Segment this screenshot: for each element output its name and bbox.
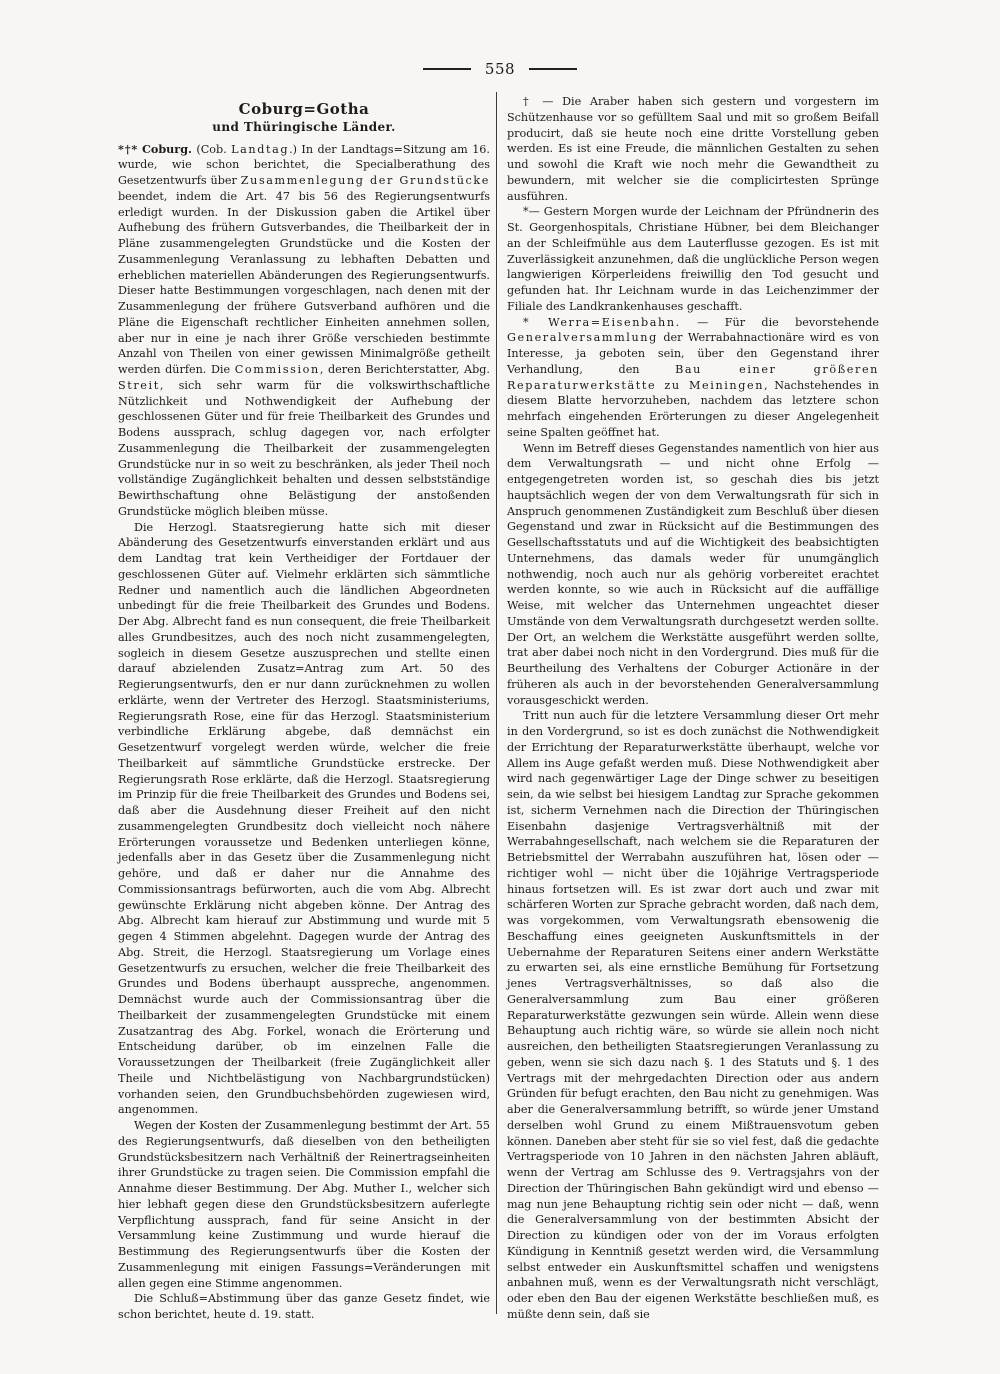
text-run: Streit bbox=[118, 378, 160, 392]
text-run: Landtag bbox=[231, 142, 290, 156]
page-number: 558 bbox=[484, 60, 516, 78]
text-run: * Werra=Eisenbahn. bbox=[523, 315, 681, 329]
text-run: , Nachstehendes in diesem Blatte hervorzuheben, nachdem das letztere schon mehrfach eingehenden Erörterungen zu dieser Angelegenheit seine Spalten geöffnet hat. bbox=[507, 378, 879, 439]
column-divider bbox=[496, 92, 497, 1314]
article-leichnam: *— Gestern Morgen wurde der Leichnam der Pfründnerin des St. Georgenhospitals, Christiane Hübner, bei dem Bleichanger an der Schleifmühle aus dem Lauterflusse gezogen. Es ist mit Zuverlässigkeit anzunehmen, daß die unglückliche Person wegen langwierigen Körperleidens freiwillig den Tod gesucht und gefunden hat. Ihr Leichnam wurde in das Leichenzimmer der Filiale des Landkrankenhauses geschafft. bbox=[507, 205, 879, 313]
text-run: , deren Berichterstatter, Abg. bbox=[319, 363, 490, 376]
text-run: Commission bbox=[234, 363, 320, 376]
section-subtitle: und Thüringische Länder. bbox=[212, 119, 396, 134]
text-run: .) In der Landtags=Sitzung am 16. wurde, wie schon berichtet, die Specialberathung des Gesetzentwurfs über bbox=[118, 142, 490, 187]
text-run: (Cob. bbox=[191, 142, 232, 156]
text-run: Zusammenlegung der Grundstücke bbox=[240, 174, 491, 187]
text-run: *†* Coburg. bbox=[118, 141, 192, 156]
text-run: beendet, indem die Art. 47 bis 56 des Regierungsentwurfs erledigt wurden. In der Diskussion gaben die Artikel über Aufhebung des frühern Gutsverbandes, die Theilbarkeit der in Pläne zusammengelegten Grundstücke und die Kosten der Zusammenlegung Veranlassung zu lebhaften Debatten und erheblichen materiellen Abänderungen des Regierungsentwurfs. Dieser hatte Bestimmungen vorgeschlagen, nach denen mit der Zusammenlegung der frühere Gutsverband aufhören und die Pläne die Eigenschaft rechtlicher Einheiten annehmen sollen, aber nur in eine je nach ihrer Größe verschieden bestimmte Anzahl von Theilen von einer gewissen Minimalgröße getheilt werden dürfen. Die bbox=[118, 189, 490, 376]
text-run: Generalversammlung bbox=[507, 331, 658, 345]
article-araber: † — Die Araber haben sich gestern und vorgestern im Schützenhause vor so gefülltem Saal und mit so großem Beifall producirt, daß sie heute noch eine dritte Vorstellung geben werden. Es ist eine Freude, die männlichen Gestalten zu sehen und sowohl die Kraft wie noch mehr die Gewandtheit zu bewundern, mit welcher sie die complicirtesten Sprünge ausführen. bbox=[507, 95, 879, 203]
paragraph: Tritt nun auch für die letztere Versammlung dieser Ort mehr in den Vordergrund, so ist es doch zunächst die Nothwendigkeit der Errichtung der Reparaturwerkstätte überhaupt, welche vor Allem ins Auge gefaßt werden muß. Diese Nothwendigkeit aber wird nach gegenwärtiger Lage der Dinge schwer zu beseitigen sein, da wie selbst bei hiesigem Landtag zur Sprache gekommen ist, sicherm Vernehmen nach die Direction der Thüringischen Eisenbahn dasjenige Vertragsverhältniß mit der Werrabahngesellschaft, nach welchem sie die Reparaturen der Betriebsmittel der Werrabahn auszuführen hat, lösen oder — richtiger wohl — nicht über die 10jährige Vertragsperiode hinaus fortsetzen will. Es ist zwar dort auch und zwar mit schärferen Worten zur Sprache gebracht worden, daß nach dem, was vorgekommen, vom Verwaltungsrath ebensowenig die Beschaffung eines geeigneten Auskunftsmittels in der Uebernahme der Reparaturen Seitens einer andern Werkstätte zu erwarten sei, als eine ernstliche Bemühung für Fortsetzung jenes Vertragsverhältnisses, so daß also die Generalversammlung zum Bau einer größeren Reparaturwerkstätte gezwungen sein würde. Allein wenn diese Behauptung auch richtig wäre, so würde sie allein noch nicht ausreichen, den betheiligten Staatsregierungen Veranlassung zu geben, wenn sie sich dazu nach §. 1 des Statuts und §. 1 des Vertrags mit der mehrgedachten Direction oder aus andern Gründen für befugt erachten, den Bau nicht zu genehmigen. Was aber die Generalversammlung betrifft, so würde jener Umstand derselben wohl Grund zu einem Mißtrauensvotum geben können. Daneben aber steht für sie so viel fest, daß die gedachte Vertragsperiode von 10 Jahren in den nächsten Jahren abläuft, wenn der Vertrag am Schlusse des 9. Vertragsjahrs von der Direction der Thüringischen Bahn gekündigt wird und ebenso — mag nun jene Behauptung richtig sein oder nicht — daß, wenn die Generalversammlung von der bestimmten Absicht der Direction zu kündigen oder von der im Voraus erfolgten Kündigung in Kenntniß gesetzt werden wird, die Versammlung selbst entweder ein Auskunftsmittel schaffen und wenigstens anbahnen muß, wenn es der Verwaltungsrath nicht verschlägt, oder eben den Bau der eigenen Werkstätte beschließen muß, es müßte denn sein, daß sie bbox=[507, 709, 879, 1321]
text-run: der Werrabahnactionäre wird es von Interesse, ja geboten sein, über den Gegenstand ihrer Verhandlung, den bbox=[507, 331, 879, 376]
paragraph: Wegen der Kosten der Zusammenlegung bestimmt der Art. 55 des Regierungsentwurfs, daß dieselben von den betheiligten Grundstücksbesitzern nach Verhältniß der Reinertragseinheiten ihrer Grundstücke zu tragen seien. Die Commission empfahl die Annahme dieser Bestimmung. Der Abg. Muther I., welcher sich hier lebhaft gegen diese den Grundstücksbesitzern auferlegte Verpflichtung aussprach, fand für seine Ansicht in der Versammlung keine Zustimmung und wurde hierauf die Bestimmung des Regierungsentwurfs über die Kosten der Zusammenlegung mit einigen Fassungs=Veränderungen mit allen gegen eine Stimme angenommen. bbox=[118, 1119, 490, 1290]
right-column bbox=[507, 94, 879, 1323]
page-header bbox=[0, 58, 1000, 80]
left-column bbox=[118, 94, 490, 1323]
section-title: Coburg=Gotha bbox=[238, 100, 370, 118]
article-coburg-landtag bbox=[118, 142, 490, 520]
paragraph: Die Herzogl. Staatsregierung hatte sich mit dieser Abänderung des Gesetzentwurfs einverstanden erklärt und aus dem Landtag trat kein Vertheidiger der Fortdauer der geschlossenen Güter auf. Vielmehr erklärten sich sämmtliche Redner und namentlich auch die ländlichen Abgeordneten unbedingt für die freie Theilbarkeit des Grundes und Bodens. Der Abg. Albrecht fand es nun consequent, die freie Theilbarkeit alles Grundbesitzes, auch des noch nicht zusammengelegten, sogleich in diesem Gesetze auszusprechen und stellte einen darauf abzielenden Zusatz=Antrag zum Art. 50 des Regierungsentwurfs, den er nur dann zurücknehmen zu wollen erklärte, wenn der Vertreter des Herzogl. Staatsministeriums, Regierungsrath Rose, eine für das Herzogl. Staatsministerium verbindliche Erklärung abgebe, daß demnächst ein Gesetzentwurf vorgelegt werden würde, welcher die freie Theilbarkeit auf sämmtliche Grundstücke erstrecke. Der Regierungsrath Rose erklärte, daß die Herzogl. Staatsregierung im Prinzip für die freie Theilbarkeit des Grundes und Bodens sei, daß aber die Ausdehnung dieser Freiheit auf den nicht zusammengelegten Grundbesitz doch vielleicht noch nähere Erörterungen voraussetze und Bedenken unterliegen könne, jedenfalls aber in das Gesetz über die Zusammenlegung nicht gehöre, und daß er daher nur die Annahme des Commissionsantrags befürworten, auch die vom Abg. Albrecht gewünschte Erklärung nicht abgeben könne. Der Antrag des Abg. Albrecht kam hierauf zur Abstimmung und wurde mit 5 gegen 4 Stimmen abgelehnt. Dagegen wurde der Antrag des Abg. Streit, die Herzogl. Staatsregierung um Vorlage eines Gesetzentwurfs zu ersuchen, welcher die freie Theilbarkeit des Grundes und Bodens überhaupt ausspreche, angenommen. Demnächst wurde auch der Commissionsantrag über die Theilbarkeit der zusammengelegten Grundstücke mit einem Zusatzantrag des Abg. Forkel, wonach die Erörterung und Entscheidung darüber, ob im einzelnen Falle die Voraussetzungen der Theilbarkeit (freie Zugänglichkeit aller Theile und Nichtbelästigung von Nachbargrundstücken) vorhanden seien, den Grundbuchsbehörden zugewiesen wird, angenommen. bbox=[118, 520, 490, 1117]
text-run: — Für die bevorstehende bbox=[680, 315, 879, 329]
header-rule-right bbox=[529, 68, 577, 70]
paragraph: Die Schluß=Abstimmung über das ganze Gesetz findet, wie schon berichtet, heute d. 19. statt. bbox=[118, 1292, 490, 1321]
article-werra-eisenbahn bbox=[507, 315, 879, 441]
text-run: , sich sehr warm für die volkswirthschaftliche Nützlichkeit und Nothwendigkeit der Aufhebung der geschlossenen Güter und für freie Theilbarkeit des Grundes und Bodens aussprach, schlug dagegen vor, nach erfolgter Zusammenlegung die Theilbarkeit der zusammengelegten Grundstücke nur in so weit zu beschränken, als jeder Theil noch vollständige Zugänglichkeit behalten und dessen selbstständige Bewirthschaftung ohne Belästigung der anstoßenden Grundstücke möglich bleiben müsse. bbox=[118, 378, 490, 518]
paragraph: Wenn im Betreff dieses Gegenstandes namentlich von hier aus dem Verwaltungsrath — und nicht ohne Erfolg — entgegengetreten worden ist, so geschah dies bis jetzt hauptsächlich wegen der von dem Verwaltungsrath für sich in Anspruch genommenen Zuständigkeit zum Beschluß über diesen Gegenstand und zwar in Rücksicht auf die Bestimmungen des Gesellschaftsstatuts und auf die Wichtigkeit des beabsichtigten Unternehmens, das damals weder für unumgänglich nothwendig, noch auch nur als gehörig vorbereitet erachtet werden konnte, so wie auch in Rücksicht auf die auffällige Weise, mit welcher das Unternehmen ungeachtet dieser Umstände von dem Verwaltungsrath durchgesetzt werden sollte. Der Ort, an welchem die Werkstätte ausgeführt werden sollte, trat aber dabei noch nicht in den Vordergrund. Dies muß für die Beurtheilung des Verhaltens der Coburger Actionäre in der früheren als auch in der bevorstehenden Generalversammlung vorausgeschickt werden. bbox=[507, 441, 879, 707]
header-rule-left bbox=[423, 68, 471, 70]
text-run: Bau einer größeren Reparaturwerkstätte zu Meiningen bbox=[507, 362, 879, 392]
